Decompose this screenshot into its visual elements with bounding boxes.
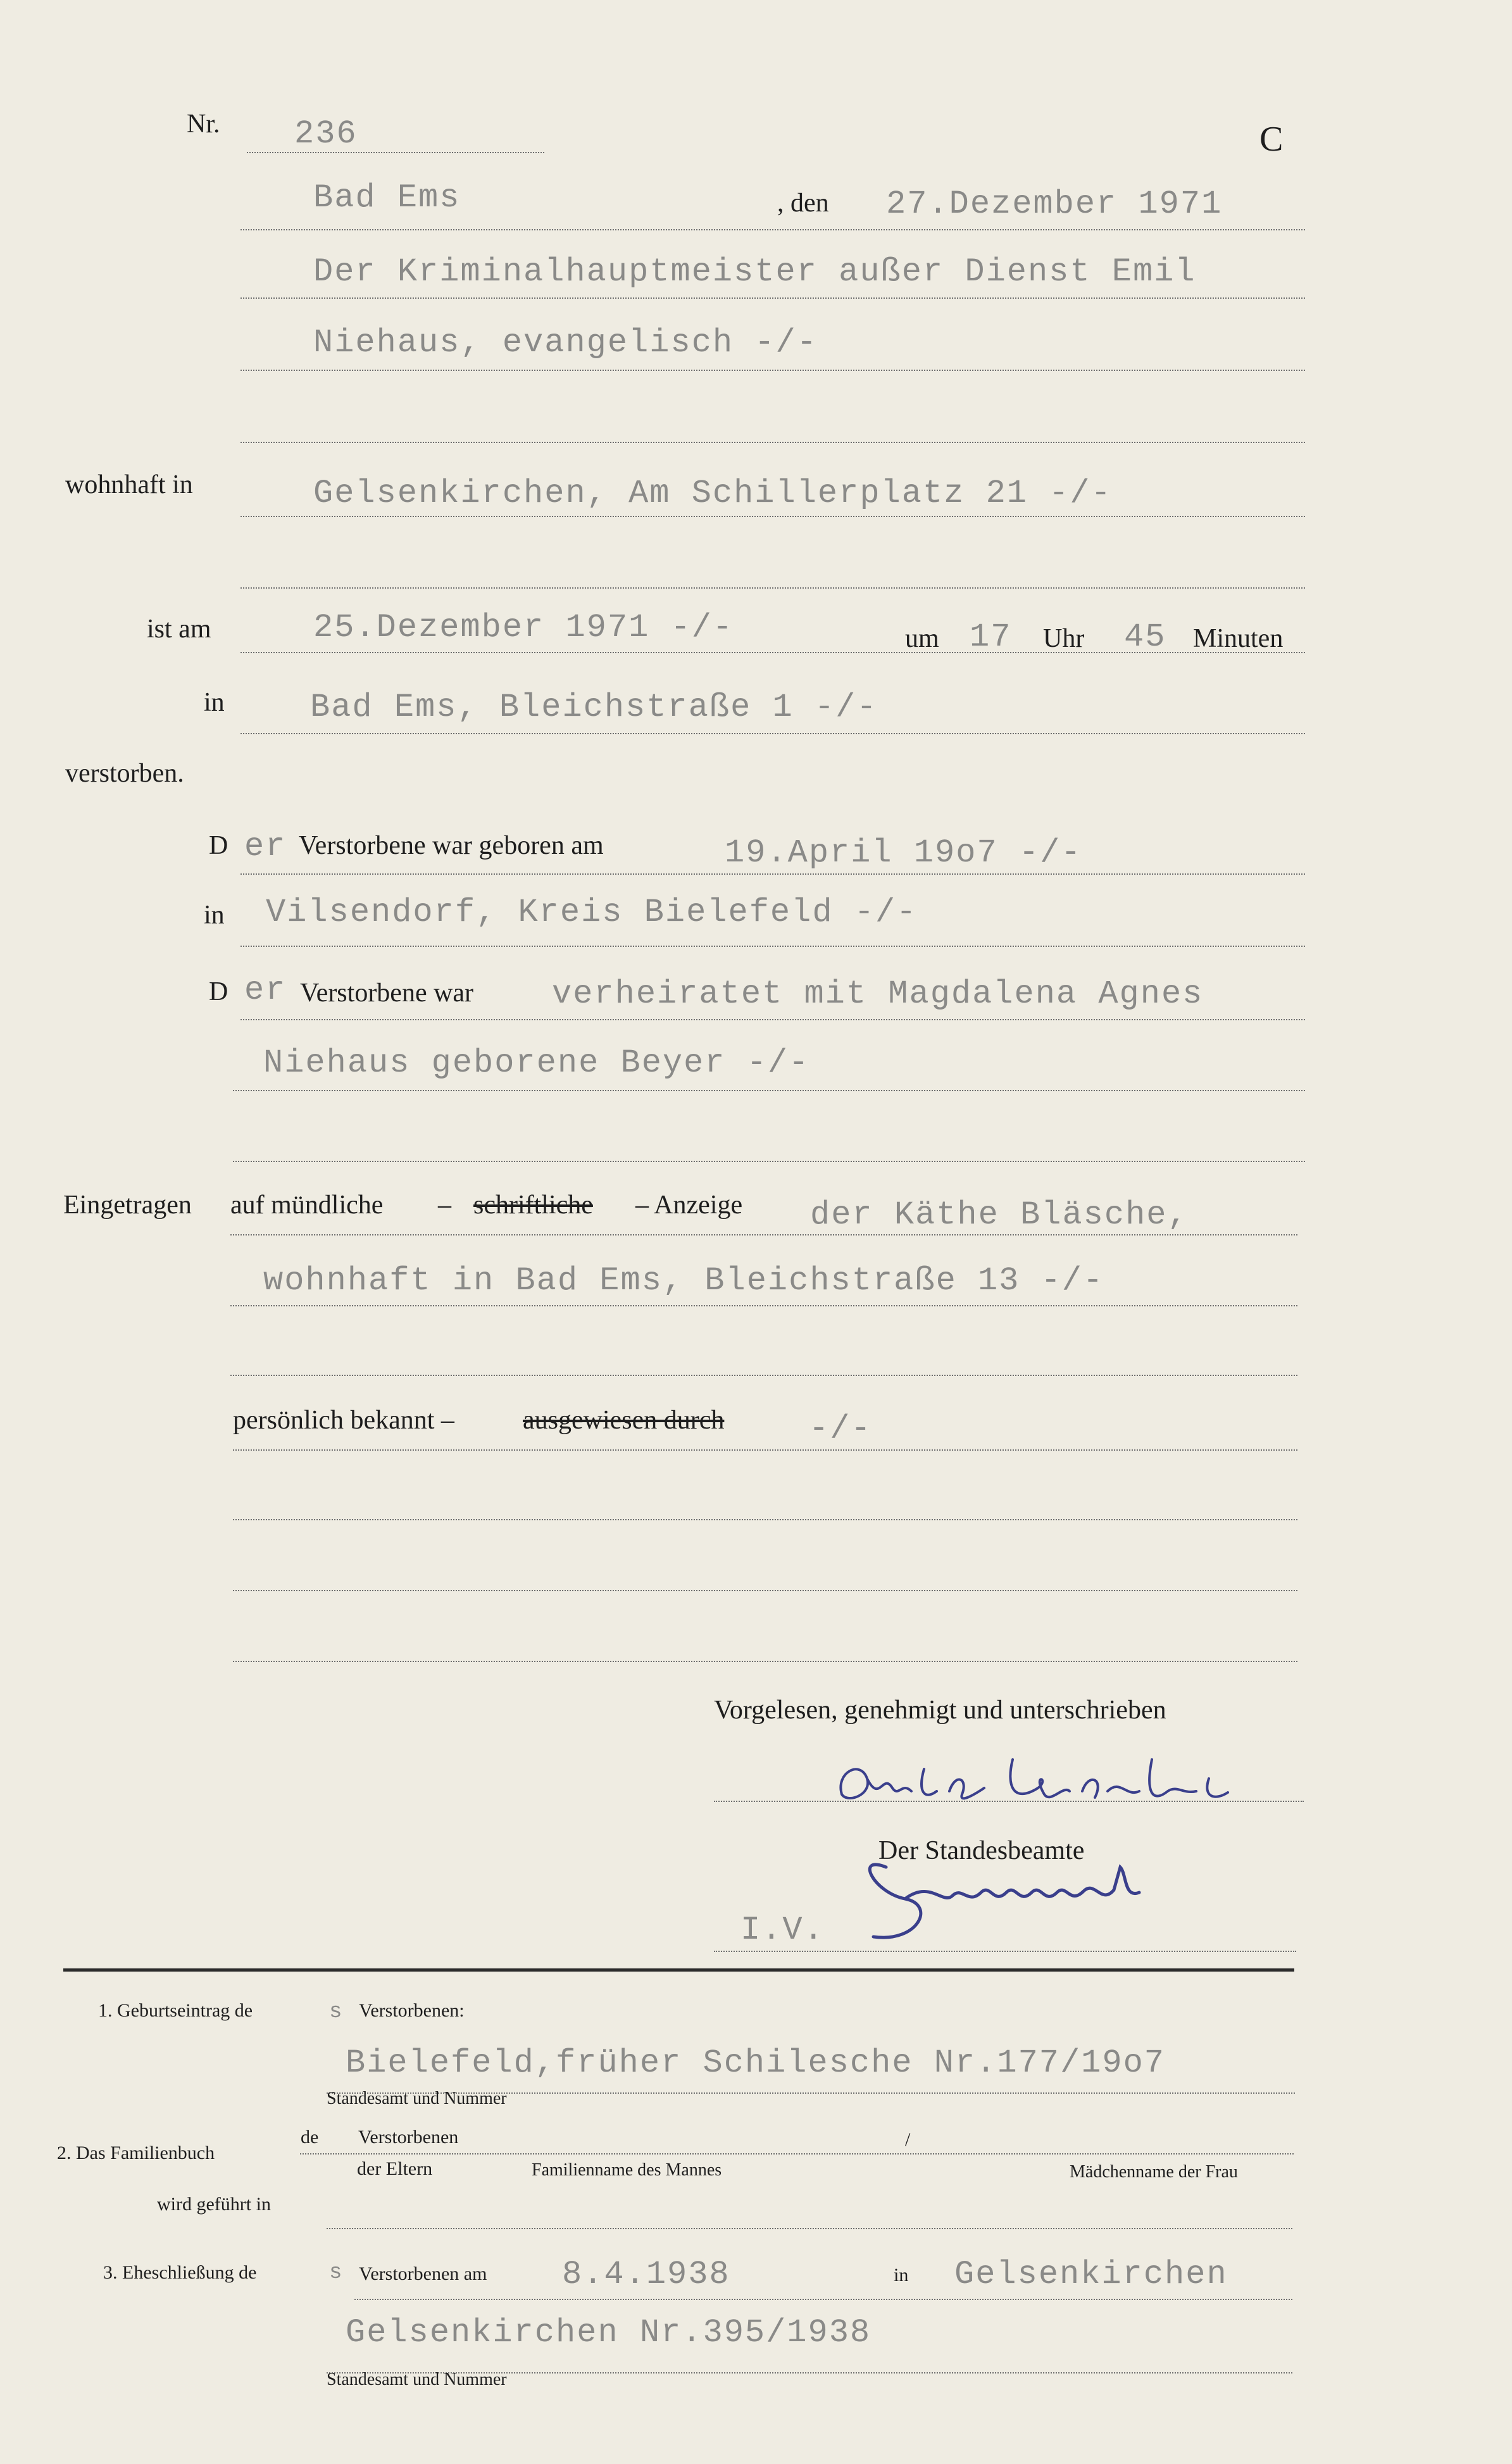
informant-signature <box>823 1734 1304 1829</box>
marital-prefix: D <box>209 977 228 1006</box>
registration-line1-rule <box>230 1234 1297 1235</box>
item3-place: Gelsenkirchen <box>954 2256 1228 2293</box>
item1-label-b: Verstorbenen: <box>359 2000 465 2021</box>
item2-de: de <box>301 2127 319 2148</box>
registration-line2-rule <box>230 1305 1297 1306</box>
blank-line-6 <box>233 1590 1297 1591</box>
residence-rule <box>241 516 1305 517</box>
date-value: 27.Dezember 1971 <box>886 185 1223 223</box>
birth-place-rule <box>241 946 1305 947</box>
nr-line <box>247 152 544 153</box>
item2-mann: Familienname des Mannes <box>532 2160 722 2180</box>
item1-typed: s <box>329 2000 344 2024</box>
item2-frau: Mädchenname der Frau <box>1070 2162 1238 2182</box>
item3-rule <box>354 2299 1292 2300</box>
minuten-label: Minuten <box>1193 624 1284 653</box>
corner-letter: C <box>1259 120 1284 159</box>
iv-label: I.V. <box>740 1911 825 1949</box>
death-date-rule <box>241 652 1305 653</box>
blank-line-3 <box>233 1161 1305 1162</box>
nr-label: Nr. <box>187 109 220 139</box>
marital-suffix: er <box>244 972 287 1009</box>
person-line1-rule <box>241 297 1305 299</box>
birth-date-value: 19.April 19o7 -/- <box>725 834 1082 872</box>
place-date-line <box>241 229 1305 230</box>
uhr-label: Uhr <box>1043 624 1085 653</box>
blank-line-5 <box>233 1519 1297 1520</box>
item3-value: Gelsenkirchen Nr.395/1938 <box>346 2314 872 2351</box>
registration-label-a: Eingetragen <box>63 1191 192 1220</box>
marital-line1-rule <box>241 1019 1305 1020</box>
item3-in: in <box>894 2265 909 2286</box>
standesamt-label-3: Standesamt und Nummer <box>327 2370 507 2389</box>
marital-line1: verheiratet mit Magdalena Agnes <box>552 975 1204 1013</box>
item2-gefuehrt: wird geführt in <box>157 2194 271 2215</box>
item3-label-b: Verstorbenen am <box>359 2263 487 2284</box>
birth-date-rule <box>241 873 1305 875</box>
residence-label: wohnhaft in <box>65 470 193 499</box>
item3-label-a: 3. Eheschließung de <box>103 2262 257 2283</box>
item2-slash: / <box>905 2129 911 2150</box>
official-label: Der Standesbeamte <box>878 1836 1085 1865</box>
registration-line2: wohnhaft in Bad Ems, Bleichstraße 13 -/- <box>263 1262 1104 1299</box>
birth-label: Verstorbene war geboren am <box>299 831 604 860</box>
um-label: um <box>905 624 939 653</box>
registration-line1: der Käthe Bläsche, <box>810 1196 1189 1234</box>
death-in-label: in <box>204 688 225 717</box>
marital-line2: Niehaus geborene Beyer -/- <box>263 1044 810 1082</box>
identity-label-strike: ausgewiesen durch <box>523 1406 725 1435</box>
signature2-rule <box>714 1951 1296 1952</box>
death-date-label: ist am <box>147 615 211 644</box>
identity-label-a: persönlich bekannt – <box>233 1406 454 1435</box>
marital-line2-rule <box>233 1090 1305 1091</box>
identity-rule <box>233 1449 1297 1451</box>
standesamt-label-1: Standesamt und Nummer <box>327 2089 507 2108</box>
death-date-value: 25.Dezember 1971 -/- <box>313 609 734 646</box>
registration-label-b: auf mündliche <box>230 1191 384 1220</box>
birth-prefix: D <box>209 831 228 860</box>
birth-suffix: er <box>244 828 287 865</box>
item2-label: 2. Das Familienbuch <box>57 2142 215 2163</box>
footer-divider <box>63 1968 1294 1972</box>
signature1-rule <box>714 1801 1304 1802</box>
item1-label-a: 1. Geburtseintrag de <box>98 2000 253 2021</box>
blank-line-2 <box>241 587 1305 589</box>
official-signature <box>848 1829 1203 1956</box>
item2-verstorbenen: Verstorbenen <box>358 2127 459 2148</box>
birth-in-label: in <box>204 901 225 930</box>
blank-line-4 <box>230 1375 1297 1376</box>
marital-label: Verstorbene war <box>300 979 474 1008</box>
read-approved-text: Vorgelesen, genehmigt und unterschrieben <box>714 1696 1166 1725</box>
hour-value: 17 <box>970 618 1012 656</box>
item2-gefuehrt-rule <box>327 2228 1292 2229</box>
birth-place-value: Vilsendorf, Kreis Bielefeld -/- <box>266 894 918 931</box>
blank-line-1 <box>241 442 1305 443</box>
date-label: , den <box>777 189 829 218</box>
verstorben-label: verstorben. <box>65 759 184 788</box>
identity-value: -/- <box>809 1410 872 1448</box>
death-place-rule <box>241 733 1305 734</box>
residence-value: Gelsenkirchen, Am Schillerplatz 21 -/- <box>313 475 1112 512</box>
place-value: Bad Ems <box>313 179 461 216</box>
registration-label-c: – Anzeige <box>635 1191 743 1220</box>
death-place-value: Bad Ems, Bleichstraße 1 -/- <box>310 689 878 726</box>
person-line2-rule <box>241 370 1305 371</box>
item3-typed: s <box>329 2261 344 2285</box>
item2-eltern: der Eltern <box>357 2158 433 2179</box>
nr-value: 236 <box>294 115 358 153</box>
registration-dash: – <box>438 1191 451 1220</box>
item3-date: 8.4.1938 <box>562 2256 730 2293</box>
registration-label-strike: schriftliche <box>473 1191 593 1220</box>
person-line2: Niehaus, evangelisch -/- <box>313 324 818 361</box>
minute-value: 45 <box>1124 618 1166 656</box>
person-line1: Der Kriminalhauptmeister außer Dienst Emil <box>313 253 1196 291</box>
blank-line-7 <box>233 1661 1297 1662</box>
item1-value: Bielefeld,früher Schilesche Nr.177/19o7 <box>346 2044 1165 2082</box>
item2-rule <box>300 2153 1294 2154</box>
